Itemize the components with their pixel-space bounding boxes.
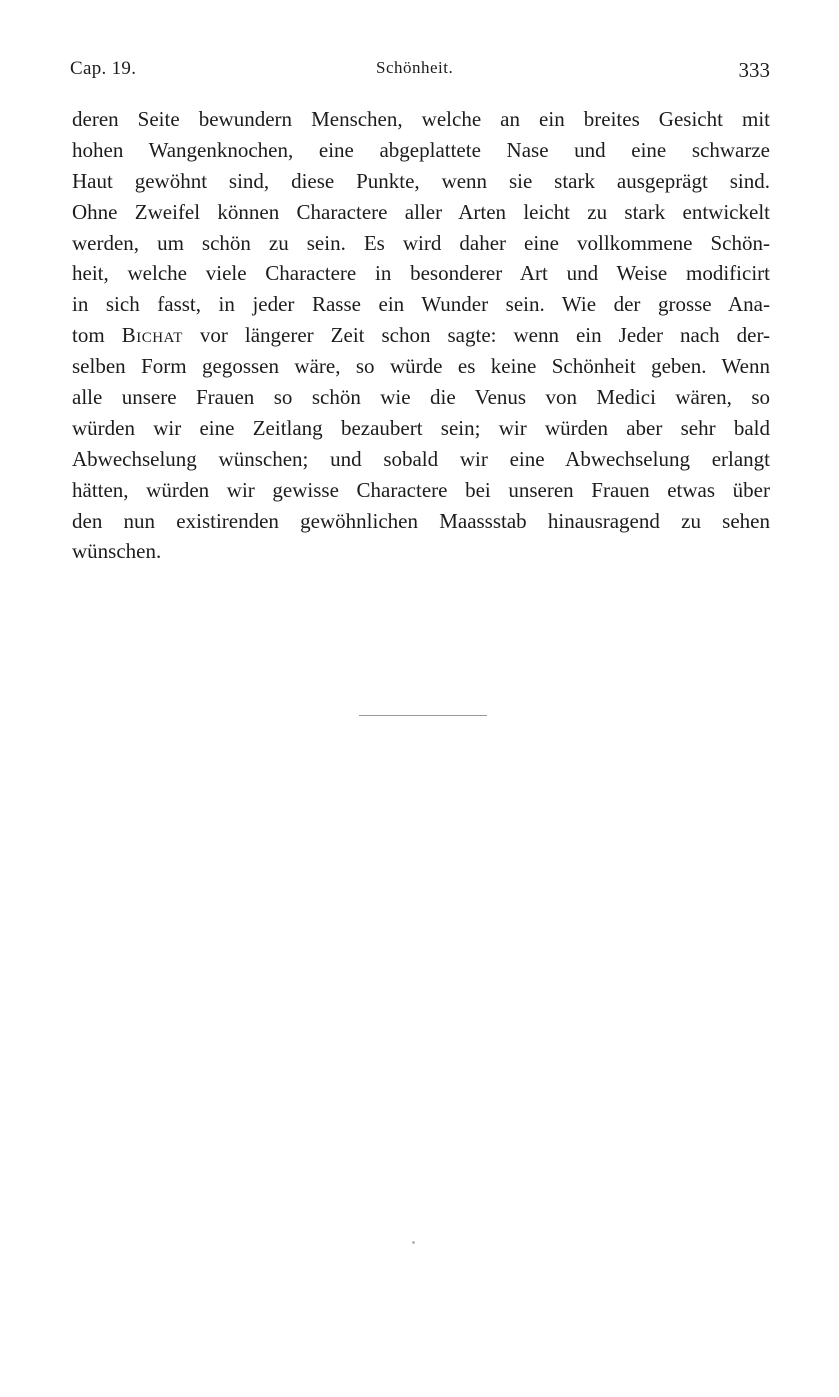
- text-line: deren Seite bewundern Menschen, welche an ein breites Gesicht mit: [72, 107, 770, 131]
- text-fragment: vor längerer Zeit schon sagte: wenn ein Jeder nach der-: [199, 323, 771, 348]
- text-line: Haut gewöhnt sind, diese Punkte, wenn sie stark ausgeprägt sind.: [72, 168, 770, 193]
- text-line: selben Form gegossen wäre, so würde es keine Schönheit geben. Wenn: [72, 354, 770, 379]
- text-line: in sich fasst, in jeder Rasse ein Wunder sein. Wie der grosse Ana-: [72, 292, 770, 317]
- page-number: 333: [738, 58, 770, 82]
- chapter-label: Cap. 19.: [70, 58, 137, 79]
- running-header: [70, 58, 770, 84]
- text-line: Abwechselung wünschen; und sobald wir eine Abwechselung erlangt: [72, 446, 770, 471]
- text-line-with-author: [72, 320, 770, 351]
- text-line: werden, um schön zu sein. Es wird daher eine vollkommene Schön-: [72, 230, 770, 255]
- text-line-final: wünschen.: [72, 539, 162, 564]
- text-line: hätten, würden wir gewisse Charactere bei unseren Frauen etwas über: [72, 477, 770, 502]
- text-fragment: tom: [72, 323, 105, 348]
- section-divider: [359, 715, 487, 716]
- text-line: den nun existirenden gewöhnlichen Maassstab hinausragend zu sehen: [72, 508, 770, 533]
- body-paragraph: [72, 104, 770, 567]
- text-line: Ohne Zweifel können Charactere aller Arten leicht zu stark entwickelt: [72, 199, 770, 224]
- text-line: hohen Wangenknochen, eine abgeplattete Nase und eine schwarze: [72, 137, 770, 162]
- running-title: Schönheit.: [376, 58, 454, 77]
- author-name-smallcaps: Bichat: [121, 323, 183, 348]
- text-line: würden wir eine Zeitlang bezaubert sein; wir würden aber sehr bald: [72, 415, 770, 440]
- text-line: heit, welche viele Charactere in besonderer Art und Weise modificirt: [72, 261, 770, 286]
- paper-speck: [412, 1241, 415, 1244]
- text-line: alle unsere Frauen so schön wie die Venus von Medici wären, so: [72, 385, 770, 410]
